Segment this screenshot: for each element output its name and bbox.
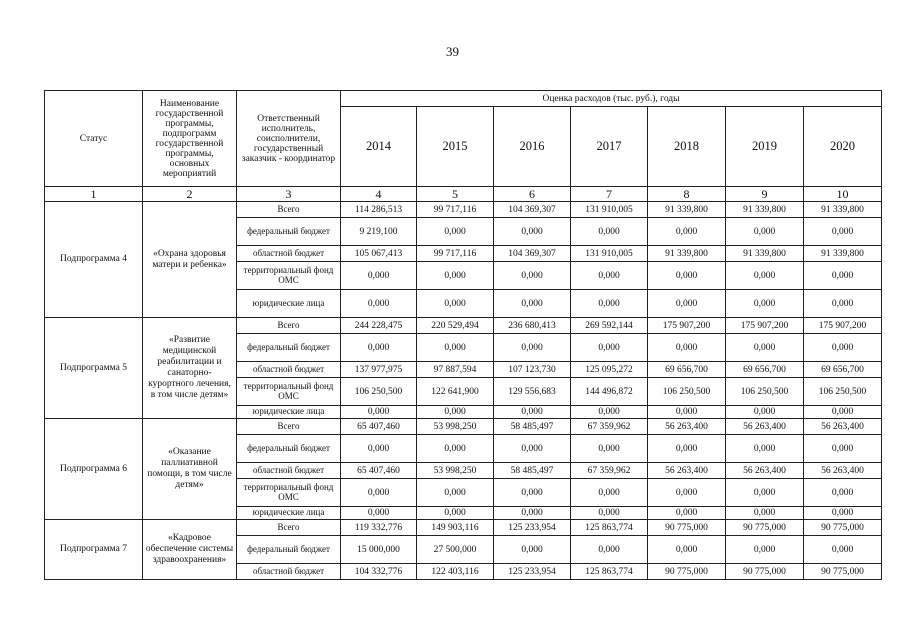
funding-source: юридические лица (237, 406, 341, 419)
subprogram-status: Подпрограмма 6 (45, 419, 143, 520)
expense-value: 91 339,800 (726, 202, 804, 218)
funding-source: юридические лица (237, 507, 341, 520)
expense-value: 0,000 (494, 262, 571, 290)
expense-value: 0,000 (726, 218, 804, 246)
expense-value: 0,000 (341, 290, 417, 318)
table-row (45, 202, 882, 218)
header-year: 2020 (804, 107, 882, 187)
expense-value: 104 369,307 (494, 202, 571, 218)
header-year: 2019 (726, 107, 804, 187)
expense-value: 0,000 (804, 406, 882, 419)
table-body (45, 202, 882, 580)
expense-value: 15 000,000 (341, 536, 417, 564)
expense-value: 27 500,000 (417, 536, 494, 564)
expense-value: 0,000 (804, 290, 882, 318)
expense-value: 56 263,400 (804, 463, 882, 479)
expense-value: 0,000 (648, 218, 726, 246)
expense-value: 0,000 (494, 479, 571, 507)
expense-value: 0,000 (341, 479, 417, 507)
column-number: 4 (341, 187, 417, 202)
subprogram-name: «Развитие медицинской реабилитации и санаторно-курортного лечения, в том числе детям» (143, 318, 237, 419)
expense-value: 99 717,116 (417, 246, 494, 262)
expense-value: 0,000 (494, 290, 571, 318)
funding-source: областной бюджет (237, 362, 341, 378)
column-number: 2 (143, 187, 237, 202)
funding-source: Всего (237, 202, 341, 218)
expense-value: 0,000 (648, 262, 726, 290)
expense-value: 9 219,100 (341, 218, 417, 246)
expense-value: 125 863,774 (571, 564, 648, 580)
expense-value: 0,000 (571, 290, 648, 318)
expense-value: 125 863,774 (571, 520, 648, 536)
expense-value: 0,000 (417, 406, 494, 419)
expense-value: 106 250,500 (648, 378, 726, 406)
expense-value: 175 907,200 (804, 318, 882, 334)
funding-source: федеральный бюджет (237, 536, 341, 564)
expense-value: 119 332,776 (341, 520, 417, 536)
expense-value: 0,000 (648, 290, 726, 318)
subprogram-name: «Кадровое обеспечение системы здравоохранения» (143, 520, 237, 580)
expense-value: 236 680,413 (494, 318, 571, 334)
expense-value: 0,000 (571, 479, 648, 507)
expense-value: 0,000 (494, 406, 571, 419)
table-row (45, 318, 882, 334)
column-number: 10 (804, 187, 882, 202)
expense-value: 0,000 (804, 334, 882, 362)
expense-value: 137 977,975 (341, 362, 417, 378)
funding-source: Всего (237, 419, 341, 435)
expense-value: 0,000 (726, 479, 804, 507)
expense-value: 90 775,000 (804, 520, 882, 536)
expense-value: 149 903,116 (417, 520, 494, 536)
expense-value: 53 998,250 (417, 463, 494, 479)
expense-value: 90 775,000 (804, 564, 882, 580)
expense-value: 0,000 (494, 334, 571, 362)
column-number: 3 (237, 187, 341, 202)
expense-value: 122 641,900 (417, 378, 494, 406)
header-status: Статус (45, 91, 143, 187)
funding-source: территориальный фонд ОМС (237, 262, 341, 290)
budget-table (44, 90, 882, 580)
funding-source: федеральный бюджет (237, 334, 341, 362)
expense-value: 0,000 (648, 406, 726, 419)
subprogram-name: «Оказание паллиативной помощи, в том числе детям» (143, 419, 237, 520)
expense-value: 0,000 (726, 290, 804, 318)
table-row (45, 520, 882, 536)
expense-value: 0,000 (726, 435, 804, 463)
header-year: 2018 (648, 107, 726, 187)
expense-value: 122 403,116 (417, 564, 494, 580)
expense-value: 0,000 (571, 435, 648, 463)
expense-value: 269 592,144 (571, 318, 648, 334)
funding-source: федеральный бюджет (237, 435, 341, 463)
expense-value: 0,000 (571, 262, 648, 290)
subprogram-status: Подпрограмма 5 (45, 318, 143, 419)
expense-value: 0,000 (494, 218, 571, 246)
expense-value: 0,000 (417, 334, 494, 362)
expense-value: 0,000 (804, 536, 882, 564)
expense-value: 107 123,730 (494, 362, 571, 378)
expense-value: 0,000 (648, 334, 726, 362)
expense-value: 65 407,460 (341, 463, 417, 479)
column-number-row (45, 187, 882, 202)
expense-value: 220 529,494 (417, 318, 494, 334)
expense-value: 58 485,497 (494, 419, 571, 435)
expense-value: 0,000 (417, 262, 494, 290)
expense-value: 65 407,460 (341, 419, 417, 435)
expense-value: 131 910,005 (571, 246, 648, 262)
expense-value: 0,000 (648, 479, 726, 507)
expense-value: 69 656,700 (726, 362, 804, 378)
expense-value: 106 250,500 (804, 378, 882, 406)
expense-value: 99 717,116 (417, 202, 494, 218)
expense-value: 0,000 (804, 479, 882, 507)
funding-source: юридические лица (237, 290, 341, 318)
funding-source: территориальный фонд ОМС (237, 479, 341, 507)
expense-value: 91 339,800 (648, 202, 726, 218)
expense-value: 175 907,200 (726, 318, 804, 334)
page-number: 39 (446, 44, 459, 59)
expense-value: 0,000 (341, 507, 417, 520)
column-number: 9 (726, 187, 804, 202)
expense-value: 91 339,800 (648, 246, 726, 262)
expense-value: 91 339,800 (804, 246, 882, 262)
header-year: 2017 (571, 107, 648, 187)
subprogram-status: Подпрограмма 4 (45, 202, 143, 318)
expense-value: 125 095,272 (571, 362, 648, 378)
column-number: 8 (648, 187, 726, 202)
expense-value: 0,000 (494, 507, 571, 520)
funding-source: Всего (237, 318, 341, 334)
expense-value: 244 228,475 (341, 318, 417, 334)
expense-value: 0,000 (804, 262, 882, 290)
expense-value: 56 263,400 (648, 463, 726, 479)
expense-value: 90 775,000 (648, 564, 726, 580)
funding-source: областной бюджет (237, 246, 341, 262)
column-number: 6 (494, 187, 571, 202)
column-number: 5 (417, 187, 494, 202)
expense-value: 0,000 (341, 334, 417, 362)
expense-value: 90 775,000 (726, 520, 804, 536)
subprogram-status: Подпрограмма 7 (45, 520, 143, 580)
expense-value: 58 485,497 (494, 463, 571, 479)
funding-source: областной бюджет (237, 564, 341, 580)
expense-value: 0,000 (571, 334, 648, 362)
expense-value: 97 887,594 (417, 362, 494, 378)
expense-value: 131 910,005 (571, 202, 648, 218)
expense-value: 0,000 (417, 290, 494, 318)
expense-value: 0,000 (417, 507, 494, 520)
header-year: 2015 (417, 107, 494, 187)
expense-value: 104 332,776 (341, 564, 417, 580)
expense-value: 56 263,400 (804, 419, 882, 435)
expense-value: 90 775,000 (726, 564, 804, 580)
expense-value: 0,000 (571, 218, 648, 246)
expense-value: 0,000 (804, 218, 882, 246)
expense-value: 0,000 (494, 536, 571, 564)
expense-value: 114 286,513 (341, 202, 417, 218)
expense-value: 0,000 (341, 262, 417, 290)
expense-value: 105 067,413 (341, 246, 417, 262)
funding-source: федеральный бюджет (237, 218, 341, 246)
expense-value: 175 907,200 (648, 318, 726, 334)
expense-value: 56 263,400 (726, 463, 804, 479)
table-row (45, 419, 882, 435)
expense-value: 0,000 (571, 406, 648, 419)
expense-value: 67 359,962 (571, 419, 648, 435)
expense-value: 0,000 (804, 435, 882, 463)
expense-value: 125 233,954 (494, 520, 571, 536)
expense-value: 91 339,800 (726, 246, 804, 262)
expense-value: 0,000 (571, 507, 648, 520)
expense-value: 0,000 (417, 479, 494, 507)
expense-value: 0,000 (726, 262, 804, 290)
subprogram-name: «Охрана здоровья матери и ребенка» (143, 202, 237, 318)
expense-value: 0,000 (648, 507, 726, 520)
expense-value: 0,000 (417, 218, 494, 246)
expense-value: 0,000 (726, 536, 804, 564)
expense-value: 0,000 (341, 406, 417, 419)
expense-value: 106 250,500 (726, 378, 804, 406)
header-program-name: Наименование государственной программы, подпрограмм государственной программы, основных мероприятий (143, 91, 237, 187)
expense-value: 0,000 (726, 334, 804, 362)
expense-value: 67 359,962 (571, 463, 648, 479)
expense-value: 125 233,954 (494, 564, 571, 580)
header-year: 2014 (341, 107, 417, 187)
expense-value: 53 998,250 (417, 419, 494, 435)
column-number: 7 (571, 187, 648, 202)
expense-value: 56 263,400 (726, 419, 804, 435)
expense-value: 56 263,400 (648, 419, 726, 435)
column-number: 1 (45, 187, 143, 202)
expense-value: 129 556,683 (494, 378, 571, 406)
expense-value: 91 339,800 (804, 202, 882, 218)
expense-value: 69 656,700 (804, 362, 882, 378)
expense-value: 0,000 (648, 435, 726, 463)
expense-value: 0,000 (726, 507, 804, 520)
expense-value: 0,000 (571, 536, 648, 564)
expense-value: 0,000 (494, 435, 571, 463)
funding-source: Всего (237, 520, 341, 536)
header-executor: Ответственный исполнитель, соисполнители, государственный заказчик - координатор (237, 91, 341, 187)
expense-value: 106 250,500 (341, 378, 417, 406)
expense-value: 0,000 (417, 435, 494, 463)
header-estimate: Оценка расходов (тыс. руб.), годы (341, 91, 882, 107)
expense-value: 0,000 (648, 536, 726, 564)
funding-source: территориальный фонд ОМС (237, 378, 341, 406)
expense-value: 69 656,700 (648, 362, 726, 378)
expense-value: 0,000 (726, 406, 804, 419)
expense-value: 144 496,872 (571, 378, 648, 406)
funding-source: областной бюджет (237, 463, 341, 479)
expense-value: 0,000 (804, 507, 882, 520)
expense-value: 90 775,000 (648, 520, 726, 536)
expense-value: 104 369,307 (494, 246, 571, 262)
expense-value: 0,000 (341, 435, 417, 463)
header-year: 2016 (494, 107, 571, 187)
